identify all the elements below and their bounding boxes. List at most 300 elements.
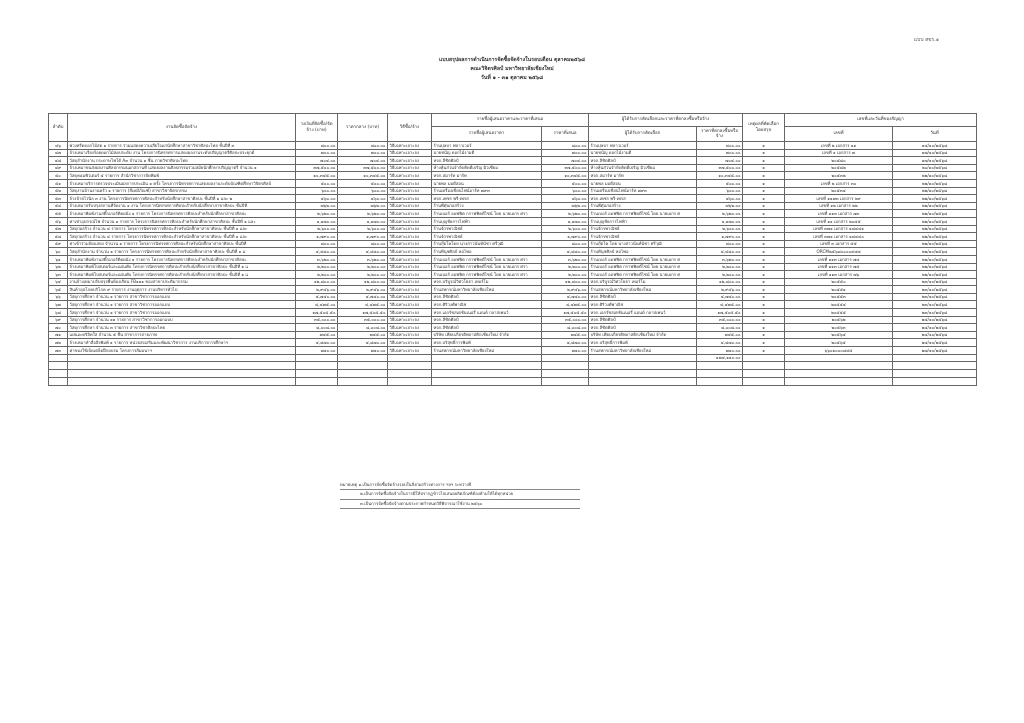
row-budget: ๑๒,๘๐๐.๐๐ [296,278,338,286]
row-winner-name: หจก.บริบูรณ์วิศวโยธา เทอร์โม [589,278,697,286]
table-row [49,278,977,286]
row-median: ๘,๐๐๘.๐๐ [338,324,388,332]
header-row-1 [49,114,977,127]
row-contract-no: เลขที่ ๑ เอกสาร ๗ [785,149,893,157]
row-item: วัสดุการศึกษา จำนวน ๑ รายการ สาขาวิชาการออกแบบ [68,309,296,317]
grand-total: ๑๗๔,๑๑๐.๐๐ [697,354,743,362]
row-median: ๗๑๐.๐๐ [338,347,388,355]
row-median: ๖๐๐.๐๐ [338,187,388,195]
row-method: วิธีเฉพาะเจาะจง [388,157,432,165]
row-number: ๔๙ [49,164,68,172]
row-median: ๒,๒๐๐.๐๐ [338,263,388,271]
row-item: วัสดุการศึกษา จำนวน ๑ รายการ สาขาวิชาการออกแบบ [68,301,296,309]
footnote-3: ๓.เป็นการจัดซื้อจัดจ้างตามประกาศกำหนดวิธีพิจารณาใช้งาน ๒๕๖๐ [340,500,580,509]
row-winner-name: ร้านพี่ตุ๋นก่อสร้าง [589,202,697,210]
row-winner-name: ร้านเบอร์ ออฟฟิต กราฟฟิคดีไซน์ โดย นายเอกร ศ [589,255,697,263]
row-winner-name: หจก.ลีชิตศิลป์ [589,157,697,165]
row-agreed-price: ๓,๖๒๐.๐๐ [697,255,743,263]
row-contract-date: ๑๗/๑๐/๒๕๖๘ [893,157,977,165]
row-agreed-price: ๑,๗๙๐.๐๐ [697,233,743,241]
row-method: วิธีเฉพาะเจาะจง [388,347,432,355]
row-contract-no: เลขที่ ๑๑๗๓ เอกสาร ๒๙ [785,195,893,203]
row-winner-name: ร้านเบอร์ ออฟฟิต กราฟฟิคดีไซน์ โดย นายเอกร ศ [589,210,697,218]
row-number: ๕๐ [49,172,68,180]
row-contract-no: ๒๐๕๕๐ [785,278,893,286]
row-median: ๑,๗๙๐.๐๐ [338,233,388,241]
row-agreed-price: ๔๖๐.๐๐ [697,195,743,203]
row-item: งานจ้างเหมาปรับปรุงพื้นห้องเรียน FB๑๑๑ ของสาขาประติมากรรม [68,278,296,286]
row-budget: ๑,๑๗๐.๐๐ [296,217,338,225]
table-row [49,195,977,203]
row-contract-no: เลขที่ ๑๒ เอกสาร ๒๒ [785,202,893,210]
row-item: ค่าเช่าอุปกรณ์ไฟ จำนวน ๑ รายการ โครงการนิทรรศการศิลปะสำหรับนักศึกษาสาขาศิลปะ ชั้นปีที่ ๑ และ [68,217,296,225]
row-method: วิธีเฉพาะเจาะจง [388,293,432,301]
row-bidder-name: ร้านกุ๊ตโคโดย นางสาวนันท์นัชา ศรีวุฒิ [432,240,542,248]
row-method: วิธีเฉพาะเจาะจง [388,324,432,332]
row-budget: ๑๐,๓๔๕.๐๐ [296,172,338,180]
row-number: ๗๓ [49,347,68,355]
table-row [49,271,977,279]
row-budget: ๓๗,๕๐๐.๐๐ [296,164,338,172]
row-item: วัสดุการศึกษา จำนวน ๑ รายการ สาขาวิชาการออกแบบ [68,293,296,301]
row-budget: ๓,๖๒๐.๐๐ [296,255,338,263]
row-reason: ๑ [743,233,785,241]
col-group-winner: ผู้ได้รับการคัดเลือกและราคาที่ตกลงซื้อหรือจ้าง [589,114,743,127]
row-budget: ๓๕,๐๐๐.๐๐ [296,316,338,324]
footnote-2: ๒.เป็นการจัดซื้อจัดจ้างในการมีให้ปรากฏข้าวไปเสนอผลิตภัณฑ์ต้องห้ามให้ได้ทุกหน่วย [340,490,580,499]
row-bidder-name: ร้านเบอร์ ออฟฟิต กราฟฟิคดีไซน์ โดย นายเอกร ศรา [432,263,542,271]
row-bid-price: ๑,๑๗๐.๐๐ [542,217,589,225]
row-median: ๓๕,๐๐๐.๐๐ [338,316,388,324]
row-method: วิธีเฉพาะเจาะจง [388,240,432,248]
row-median: ๑๒,๘๐๐.๐๐ [338,278,388,286]
row-bid-price: ๔,๗๔๐.๐๐ [542,293,589,301]
row-reason: ๑ [743,202,785,210]
row-bid-price: ๔,๔๗๕.๐๐ [542,301,589,309]
report-title-block [0,56,1024,83]
row-agreed-price: ๔,๘๗๐.๐๐ [697,339,743,347]
row-method: วิธีเฉพาะเจาะจง [388,278,432,286]
row-number: ๔๘ [49,157,68,165]
col-header-winner-name: ผู้ได้รับการคัดเลือก [589,127,697,142]
row-budget: ๗๐๐.๐๐ [296,149,338,157]
table-row [49,187,977,195]
row-median: ๔๖๐.๐๐ [338,195,388,203]
row-bidder-name: ร้านจักรพาณิชย์ [432,233,542,241]
row-winner-name: หจก.บริสุทธิ์การพิมพ์ [589,339,697,347]
row-contract-date: ๒๒/๑๐/๒๕๖๘ [893,202,977,210]
row-budget: ๘๐๐.๐๐ [296,240,338,248]
row-reason: ๑ [743,263,785,271]
row-bidder-name: ร้านจักรพาณิชย์ [432,225,542,233]
row-bid-price: ๓๕,๐๐๐.๐๐ [542,316,589,324]
row-contract-date: ๒๓/๑๐/๒๕๖๘ [893,286,977,294]
row-agreed-price: ๓๗,๕๐๐.๐๐ [697,164,743,172]
row-agreed-price: ๒,๙๔๖.๐๐ [697,286,743,294]
row-bid-price: ๑๒,๘๐๐.๐๐ [542,278,589,286]
row-item: จ้างเหมาพิมพ์โปสเตอร์และแผ่นพับ โครงการนิทรรศการศิลปะสำหรับนักศึกษาสาขาศิลปะ ชั้นปีที่ ๑ แ [68,263,296,271]
row-winner-name: ร้านสหกรณ์มหาวิทยาลัยเชียงใหม่ [589,347,697,355]
row-method: วิธีเฉพาะเจาะจง [388,210,432,218]
row-bidder-name: นายชนัญ ดอกไม้งามดี [432,149,542,157]
row-method: วิธีเฉพาะเจาะจง [388,179,432,187]
row-bidder-name: หจก.เพชร พรี-เพรส [432,195,542,203]
row-contract-no: เลขที่ ๑๑๓ เอกสาร ๗๕ [785,263,893,271]
table-row [49,217,977,225]
row-winner-name: หจก.เพชร พรี-เพรส [589,195,697,203]
row-number: ๖๗ [49,301,68,309]
table-row [49,286,977,294]
row-bid-price: ๒,๒๐๐.๐๐ [542,271,589,279]
row-median: ๒,๖๒๐.๐๐ [338,210,388,218]
row-agreed-price: ๕๐๐.๐๐ [697,179,743,187]
row-contract-date: ๒๓/๑๐/๒๕๖๘ [893,278,977,286]
row-winner-name: ห้างหุ้นส่วนจำกัดคิดดีเจริญ มิวเซียม [589,164,697,172]
row-item: วัสดุสำนักงาน จำนวน ๑ รายการ โครงการนิทรรศการศิลปะสำหรับนักศึกษาสาขาศิลปะ ชั้นปีที่ ๑ แ [68,248,296,256]
row-bid-price: ๑,๗๙๐.๐๐ [542,233,589,241]
row-reason: ๑ [743,347,785,355]
row-contract-date: ๒๒/๑๐/๒๕๖๘ [893,225,977,233]
row-median: ๔,๗๔๐.๐๐ [338,293,388,301]
row-number: ๕๙ [49,240,68,248]
row-agreed-price: ๑๒,๘๐๐.๐๐ [697,278,743,286]
row-winner-name: ร้านกุ๊ตโค โดย นางสาวนันท์นัชา ศรีวุฒิ [589,240,697,248]
row-contract-no: ๒๐๕๘๒ [785,164,893,172]
row-method: วิธีเฉพาะเจาะจง [388,172,432,180]
row-budget: ๗๔๕.๐๐ [296,331,338,339]
row-winner-name: นายพล มอดีสอน [589,179,697,187]
form-code: แบบ สขร.๑ [913,37,939,43]
row-contract-date: ๒๒/๑๐/๒๕๖๘ [893,217,977,225]
table-row [49,233,977,241]
row-contract-no: เลขที่ ๑๑๓ เอกสาร ๗๔ [785,255,893,263]
row-winner-name: ร้านเบอร์ ออฟฟิต กราฟฟิคดีไซน์ โดย นายเอกร ศ [589,271,697,279]
row-bidder-name: ร้านเบอร์ ออฟฟิต กราฟฟิคดีไซน์ โดย นายเอกร ศรา [432,210,542,218]
row-number: ๗๐ [49,324,68,332]
col-header-bidder-name: รายชื่อผู้เสนอราคา [432,127,542,142]
row-contract-no: ๒๐๕๕๓ [785,293,893,301]
row-budget: ๔,๘๗๐.๐๐ [296,339,338,347]
row-bidder-name: หจก.เอกรัชสเตชันเนอรี่ แอนด์ กลาสเพนว์ [432,309,542,317]
row-contract-no: ๒๐๕๕๑ [785,286,893,294]
row-reason: ๑ [743,172,785,180]
row-reason: ๑ [743,271,785,279]
row-item: วัสดุสำนักงาน กระดาษโฟโต้ A๓ จำนวน ๑ ชิ้น ภาควิชาศิลปะไทย [68,157,296,165]
row-bidder-name: ร้านเบอร์ ออฟฟิต กราฟฟิคดีไซน์ โดย นายเอกร ศรา [432,255,542,263]
row-median: ๘๐๐.๐๐ [338,142,388,150]
row-contract-date: ๒๒/๑๐/๒๕๖๘ [893,263,977,271]
row-number: ๖๐ [49,248,68,256]
row-agreed-price: ๒,๖๐๐.๐๐ [697,225,743,233]
row-budget: ๒,๖๐๐.๐๐ [296,225,338,233]
row-contract-date: ๒๓/๑๐/๒๕๖๘ [893,301,977,309]
row-median: ๕๐๐.๐๐ [338,179,388,187]
row-contract-no: ๒๐๕๕๔ [785,301,893,309]
row-contract-no: เลขที่ ๓ เอกสาร ๕๕ [785,240,893,248]
table-row [49,324,977,332]
row-number: ๕๔ [49,202,68,210]
row-winner-name: ร้านจักรพาณิชย์ [589,225,697,233]
row-contract-date: ๒๒/๑๐/๒๕๖๘ [893,255,977,263]
row-bidder-name: หจก.บริบูรณ์วิศวโยธา เทอร์โม [432,278,542,286]
row-method: วิธีเฉพาะเจาะจง [388,217,432,225]
row-reason: ๑ [743,210,785,218]
row-budget: ๑,๗๙๐.๐๐ [296,233,338,241]
row-reason: ๑ [743,187,785,195]
blank-row [49,362,977,370]
row-contract-no: เลขที่ ๑๑๓ เอกสาร ๗๖ [785,271,893,279]
row-method: วิธีเฉพาะเจาะจง [388,339,432,347]
row-reason: ๑ [743,255,785,263]
row-agreed-price: ๑,๑๗๐.๐๐ [697,217,743,225]
row-agreed-price: ๗๔๕.๐๐ [697,331,743,339]
row-median: ๒,๒๐๐.๐๐ [338,271,388,279]
row-bid-price: ๓,๖๒๐.๐๐ [542,255,589,263]
report-organization: คณะวิจิตรศิลป์ มหาวิทยาลัยเชียงใหม่ [470,66,554,72]
row-reason: ๑ [743,164,785,172]
col-header-reason: เหตุผลที่คัดเลือก โดยสรุป [743,114,785,142]
col-header-contract-no: เลขที่ [785,127,893,142]
row-agreed-price: ๒,๒๐๐.๐๐ [697,271,743,279]
row-winner-name: ร้านสหกรณ์มหาวิทยาลัยเชียงใหม่ [589,286,697,294]
row-bid-price: ๔๖๐.๐๐ [542,195,589,203]
row-bid-price: ๕๐๐.๐๐ [542,179,589,187]
row-reason: ๑ [743,225,785,233]
row-budget: ๒,๒๐๐.๐๐ [296,263,338,271]
row-winner-name: หจก.ลีชิตศิลป์ [589,324,697,332]
row-median: ๗๐๔.๐๐ [338,157,388,165]
col-header-contract-date: วันที่ [893,127,977,142]
footnote-1: หมายเหตุ ๑.เป็นการจัดซื้อจัดจ้างรอบในสิ่งก่อสร้างทางการ ฯลฯ ระหว่างปี [340,481,580,490]
row-winner-name: บริษัท เพียบเกียรติพลาสติกเชียงใหม่ จำกัด [589,331,697,339]
table-row [49,293,977,301]
row-budget: ๒,๖๒๐.๐๐ [296,210,338,218]
row-bid-price: ๘๐๐.๐๐ [542,240,589,248]
row-bid-price: ๔,๘๗๐.๐๐ [542,339,589,347]
row-reason: ๑ [743,331,785,339]
row-number: ๖๘ [49,309,68,317]
row-item: พวงหรีดดอกไม้สด ๑ รายการ ร่วมแสดงความเสียใจแก่นักศึกษาสาขาวิชาศิลปะไทย ชั้นปีที่ ๓ [68,142,296,150]
row-item: จ้างเหมาพิมพ์งานสติ๊กเกอร์ติดผนัง ๑ รายการ โครงการนิทรรศการศิลปะสำหรับนักศึกษาสาขาศิลปะ [68,255,296,263]
row-winner-name: ร้านจักรพาณิชย์ [589,233,697,241]
table-row [49,248,977,256]
row-item: จ้างเหมาทำสื่อสิ่งพิมพ์ ๑ รายการ หน่วยส่งเสริมและพัฒนาวิชาการ งานบริการการศึกษาฯ [68,339,296,347]
row-winner-name: ร้านเบอร์ ออฟฟิต กราฟฟิคดีไซน์ โดย นายเอกร ศ [589,263,697,271]
row-winner-name: ร้านบุษบา ฟลาวเวอร์ [589,142,697,150]
row-agreed-price: ๗๐๐.๐๐ [697,149,743,157]
row-bidder-name: หจก.ลีชิตศิลป์ [432,157,542,165]
row-median: ๔,๘๗๐.๐๐ [338,339,388,347]
row-bid-price: ๑๗,๕๐๕.๕๐ [542,309,589,317]
row-contract-date: ๒๒/๑๐/๒๕๖๘ [893,271,977,279]
row-item: วัสดุก่อสร้าง จำนวน ๔ รายการ โครงการนิทรรศการศิลปะสำหรับนักศึกษาสาขาศิลปะ ชั้นปีที่ ๑ และ [68,233,296,241]
row-budget: ๗๖๒.๐๐ [296,202,338,210]
row-method: วิธีเฉพาะเจาะจง [388,233,432,241]
row-agreed-price: ๔,๔๗๕.๐๐ [697,301,743,309]
row-budget: ๔,๔๗๕.๐๐ [296,301,338,309]
row-item: จ้างเหมาขนส่งผลงานศิลปกรรมนอกสถานที่ แสดงผลงานศิลปกรรมร่วมสมัยนักศึกษาปริญญาตรี จำนวน ๑ [68,164,296,172]
row-bidder-name: นายพล มอดีสอน [432,179,542,187]
col-header-item: งานจัดซื้อจัดจ้าง [68,114,296,142]
row-method: วิธีเฉพาะเจาะจง [388,271,432,279]
col-header-median: ราคากลาง (บาท) [338,114,388,142]
row-item: วัสดุการศึกษา จำนวน ๑๑ รายการ สาขาวิชาการออกแบบ [68,316,296,324]
row-item: วัสดุงานบ้านงานครัว ๑ รายการ (สีเคมีภัณฑ์) สาขาวิชาจิตรกรรม [68,187,296,195]
row-budget: ๒,๒๐๐.๐๐ [296,271,338,279]
row-contract-no: เลขที่ ๓๗๑ เอกสาร ๑๘๔๔๑ [785,225,893,233]
row-number: ๗๑ [49,331,68,339]
row-agreed-price: ๗๐๔.๐๐ [697,157,743,165]
row-agreed-price: ๖๐๐.๐๐ [697,187,743,195]
row-item: จ้างเหมาบริการตรวจประเมินผลการประเมิน ๑ ครั้ง โครงการนิทรรศการแสดงผลงานระดับบัณฑิตศึกษาวิจิตรศิลป์ [68,179,296,187]
row-agreed-price: ๘๐๐.๐๐ [697,240,743,248]
row-reason: ๑ [743,339,785,347]
table-row [49,301,977,309]
row-bid-price: ๒,๖๐๐.๐๐ [542,225,589,233]
table-row [49,172,977,180]
row-reason: ๑ [743,149,785,157]
row-contract-no: ๒๐๕๖๒ [785,316,893,324]
row-number: ๖๑ [49,255,68,263]
row-contract-no: ๒๐๕๖๓ [785,324,893,332]
row-bid-price: ๔,๔๘๐.๐๐ [542,248,589,256]
table-row [49,255,977,263]
row-budget: ๔,๗๔๐.๐๐ [296,293,338,301]
row-contract-date: ๒๐/๑๐/๒๕๖๘ [893,164,977,172]
row-method: วิธีเฉพาะเจาะจง [388,286,432,294]
row-bidder-name: บริษัท เพียบเกียรติพลาสติกเชียงใหม่ จำกัด [432,331,542,339]
row-contract-date: ๑๔/๑๐/๒๕๖๘ [893,142,977,150]
row-method: วิธีเฉพาะเจาะจง [388,248,432,256]
row-reason: ๑ [743,309,785,317]
row-budget: ๘๐๐.๐๐ [296,142,338,150]
row-item: จ้างป้ายไวนิล ๓ งาน โครงการนิทรรศการศิลปะสำหรับนักศึกษาสาขาศิลปะ ชั้นปีที่ ๑ และ ๒ [68,195,296,203]
row-bid-price: ๗๐๔.๐๐ [542,157,589,165]
row-agreed-price: ๘๐๐.๐๐ [697,142,743,150]
row-agreed-price: ๑๗,๕๐๕.๕๐ [697,309,743,317]
blank-row [49,378,977,386]
row-contract-no: ORCM๒๕๖๘๐๐๐๐๔๔๗ [785,248,893,256]
table-row [49,202,977,210]
row-reason: ๑ [743,179,785,187]
row-reason: ๑ [743,142,785,150]
row-budget: ๗๑๐.๐๐ [296,347,338,355]
row-median: ๓,๖๒๐.๐๐ [338,255,388,263]
row-contract-date: ๒๔/๑๐/๒๕๖๘ [893,339,977,347]
row-bid-price: ๗๔๕.๐๐ [542,331,589,339]
total-row [49,354,977,362]
table-row [49,149,977,157]
row-number: ๗๒ [49,339,68,347]
row-item: วัสดุคอมพิวเตอร์ ๕ รายการ สำนักวิชาการจัดพิมพ์ [68,172,296,180]
row-reason: ๑ [743,240,785,248]
row-reason: ๑ [743,301,785,309]
row-reason: ๑ [743,195,785,203]
row-bid-price: ๒,๙๔๖.๐๐ [542,286,589,294]
row-contract-date: ๒๔/๑๐/๒๕๖๘ [893,324,977,332]
row-median: ๑๗,๕๐๕.๕๐ [338,309,388,317]
row-number: ๖๓ [49,271,68,279]
row-number: ๖๒ [49,263,68,271]
row-bid-price: ๗๖๒.๐๐ [542,202,589,210]
row-median: ๑,๑๗๐.๐๐ [338,217,388,225]
row-number: ๖๖ [49,293,68,301]
row-median: ๒,๖๐๐.๐๐ [338,225,388,233]
row-contract-no: ๒๐๕๖๕ [785,339,893,347]
col-header-budget: วงเงินที่จัดซื้อ/จัดจ้าง (บาท) [296,114,338,142]
table-row [49,240,977,248]
table-row [49,225,977,233]
row-number: ๕๒ [49,187,68,195]
row-reason: ๑ [743,157,785,165]
row-contract-date: ๒๒/๑๐/๒๕๖๘ [893,248,977,256]
row-method: วิธีเฉพาะเจาะจง [388,187,432,195]
table-footer [49,354,977,386]
row-bid-price: ๗๑๐.๐๐ [542,347,589,355]
row-bidder-name: หจก.สมาร์ท มาร์ท [432,172,542,180]
row-bid-price: ๖๐๐.๐๐ [542,187,589,195]
row-median: ๔,๔๘๐.๐๐ [338,248,388,256]
row-median: ๒,๙๔๖.๐๐ [338,286,388,294]
row-bidder-name: หจก.ศิริวงศ์พาณิช [432,301,542,309]
table-row [49,347,977,355]
row-bid-price: ๗๐๐.๐๐ [542,149,589,157]
table-row [49,263,977,271]
row-agreed-price: ๑๐,๓๔๕.๐๐ [697,172,743,180]
row-bid-price: ๓๗,๕๐๐.๐๐ [542,164,589,172]
row-agreed-price: ๒,๖๒๐.๐๐ [697,210,743,218]
row-median: ๗๔๕.๐๐ [338,331,388,339]
row-winner-name: ร้านทีนุชศิลป์ หอไฟอ [589,248,697,256]
row-budget: ๒,๙๔๖.๐๐ [296,286,338,294]
row-winner-name: นายชนัญ ดอกไม้งามดี [589,149,697,157]
row-contract-date: ๒๒/๑๐/๒๕๖๘ [893,187,977,195]
row-number: ๕๘ [49,233,68,241]
col-header-no: ลำดับ [49,114,68,142]
row-contract-date: ๒๒/๑๐/๒๕๖๘ [893,240,977,248]
row-bid-price: ๘,๐๐๘.๐๐ [542,324,589,332]
row-item: วัสดุการศึกษา จำนวน ๓ รายการ สาขาวิชาศิลปะไทย [68,324,296,332]
row-contract-date: ๒๒/๑๐/๒๕๖๘ [893,172,977,180]
row-median: ๗๐๐.๐๐ [338,149,388,157]
row-budget: ๑๗,๕๐๕.๕๐ [296,309,338,317]
row-method: วิธีเฉพาะเจาะจง [388,202,432,210]
row-median: ๓๗,๕๐๐.๐๐ [338,164,388,172]
col-group-contract: เลขที่และวันที่ของสัญญา [785,114,977,127]
row-item: สินค้าอุปโภคบริโภค ๙ รายการ งานอุตุการ งานบริหารทั่วไป [68,286,296,294]
row-reason: ๑ [743,316,785,324]
row-number: ๕๑ [49,179,68,187]
row-winner-name: ร้านเครื่องเขียนไฟน์อาร์ท ๗๙๓ [589,187,697,195]
row-contract-date: ๒๔/๑๐/๒๕๖๘ [893,316,977,324]
table-body [49,142,977,355]
row-bid-price: ๒,๖๒๐.๐๐ [542,210,589,218]
table-row [49,142,977,150]
row-method: วิธีเฉพาะเจาะจง [388,263,432,271]
row-item: จ้างเหมาเรียงร้อยดอกไม้สดประดับ งาน โครงการนิทรรศการแสดงผลงานระดับปริญญาตรีศิลปะประยุกต์ [68,149,296,157]
report-title: แบบสรุปผลการดำเนินการจัดซื้อจัดจ้างในรอบเดือน ตุลาคม๒๕๖๘ [438,57,586,63]
row-bidder-name: ร้านเครื่องเขียนไฟน์อาร์ท ๗๙๓ [432,187,542,195]
row-contract-no: ๒๐๕๓๒ [785,172,893,180]
row-item: ค่าของใช้เบ็ดเตล็ดฝึกอบรม โครงการสัมมนาฯ [68,347,296,355]
row-contract-date: ๒๒/๑๐/๒๕๖๘ [893,233,977,241]
procurement-table [48,113,977,386]
table-row [49,179,977,187]
row-number: ๕๓ [49,195,68,203]
row-method: วิธีเฉพาะเจาะจง [388,225,432,233]
row-agreed-price: ๒,๒๐๐.๐๐ [697,263,743,271]
row-median: ๗๖๒.๐๐ [338,202,388,210]
